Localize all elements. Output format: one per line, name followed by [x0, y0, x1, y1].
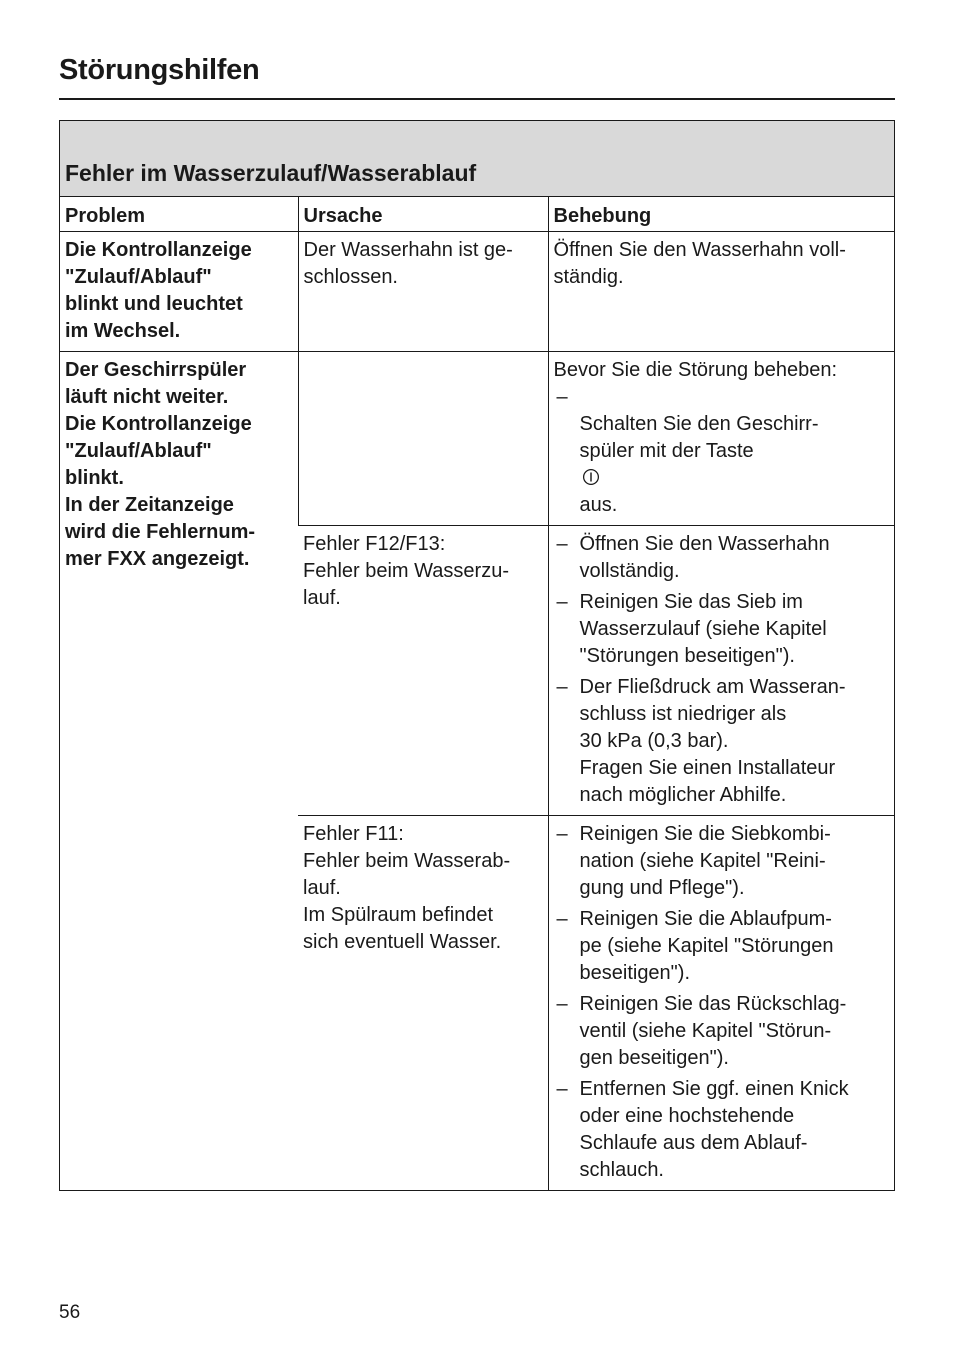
cause-cell: Fehler F11: Fehler beim Wasserab- lauf. Im Spülraum befindet sich eventuell Wasser. — [303, 823, 511, 953]
dash-marker: – — [556, 908, 568, 930]
list-item-text: Reinigen Sie das Sieb im Wasserzulauf (siehe Kapitel "Störungen beseitigen"). — [579, 591, 827, 667]
list-item-text: Schalten Sie den Geschirr- spüler mit der Taste — [579, 413, 819, 462]
header-remedy: Behebung — [548, 197, 894, 232]
dash-marker: – — [556, 1078, 568, 1100]
list-item — [554, 674, 889, 809]
cause-cell: Fehler F12/F13: Fehler beim Wasserzu- lauf. — [298, 526, 548, 816]
section-header — [60, 121, 894, 197]
page-number: 56 — [59, 1302, 81, 1323]
fault-table — [60, 197, 894, 1190]
list-item — [554, 906, 889, 987]
dash-marker: – — [556, 591, 568, 613]
list-item — [554, 1076, 889, 1184]
remedy-cell — [548, 816, 894, 1191]
troubleshooting-table — [59, 120, 895, 1191]
list-item-text: Öffnen Sie den Wasserhahn vollständig. — [579, 533, 830, 582]
cause-cell: Der Wasserhahn ist ge- schlossen. — [298, 232, 548, 352]
list-item-text-end: aus. — [579, 494, 618, 516]
list-item — [554, 991, 889, 1072]
list-item — [554, 821, 889, 902]
title-rule — [59, 98, 895, 100]
problem-cell: Die Kontrollanzeige "Zulauf/Ablauf" blinkt und leuchtet im Wechsel. — [60, 232, 298, 352]
page-title: Störungshilfen — [59, 54, 260, 86]
table-row — [60, 352, 894, 526]
section-title: Fehler im Wasserzulauf/Wasserablauf — [65, 160, 477, 186]
power-button-icon — [582, 468, 600, 486]
list-item-text: Entfernen Sie ggf. einen Knick oder eine hochstehende Schlaufe aus dem Ablauf- schlauch. — [579, 1078, 849, 1181]
dash-marker: – — [556, 386, 568, 408]
problem-cell: Der Geschirrspüler läuft nicht weiter. Die Kontrollanzeige "Zulauf/Ablauf" blinkt. In der Zeitanzeige wird die Fehlernum- mer FXX angezeigt. — [65, 359, 256, 570]
list-item-text: Reinigen Sie das Rückschlag- ventil (siehe Kapitel "Störun- gen beseitigen"). — [579, 993, 847, 1069]
table-row — [60, 232, 894, 352]
header-cause: Ursache — [298, 197, 548, 232]
dash-marker: – — [556, 533, 568, 555]
cause-cell — [298, 352, 548, 526]
dash-marker: – — [556, 676, 568, 698]
list-item-text: Reinigen Sie die Siebkombi- nation (siehe Kapitel "Reini- gung und Pflege"). — [579, 823, 831, 899]
remedy-cell — [548, 352, 894, 526]
dash-marker: – — [556, 823, 568, 845]
table-header-row — [60, 197, 894, 232]
header-problem: Problem — [60, 197, 298, 232]
remedy-cell — [548, 526, 894, 816]
list-item-text: Reinigen Sie die Ablaufpum- pe (siehe Kapitel "Störungen beseitigen"). — [579, 908, 834, 984]
list-item-text: Der Fließdruck am Wasseran- schluss ist niedriger als 30 kPa (0,3 bar). Fragen Sie einen Installateur nach möglicher Abhilfe. — [579, 676, 846, 806]
dash-marker: – — [556, 993, 568, 1015]
remedy-intro: Bevor Sie die Störung beheben: — [553, 359, 838, 381]
list-item — [554, 531, 889, 585]
list-item — [554, 384, 889, 519]
list-item — [554, 589, 889, 670]
remedy-cell: Öffnen Sie den Wasserhahn voll- ständig. — [548, 232, 894, 352]
